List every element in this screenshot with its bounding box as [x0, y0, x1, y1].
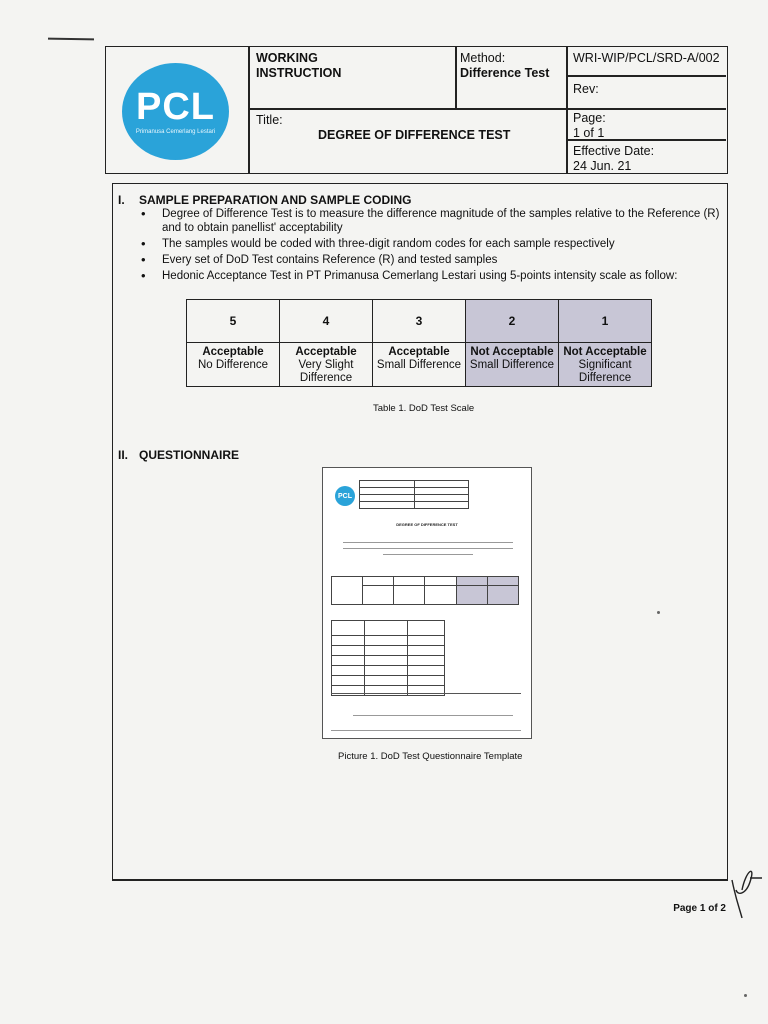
- effective-date-label: Effective Date:: [573, 144, 655, 158]
- dod-scale-table: [186, 299, 652, 387]
- logo-text: PCL: [136, 86, 215, 128]
- label-cell: Not Acceptable Small Difference: [466, 343, 559, 387]
- mini-logo: PCL: [335, 486, 355, 506]
- score-cell: 5: [187, 300, 280, 343]
- table-caption: Table 1. DoD Test Scale: [373, 403, 475, 414]
- label-row: [187, 343, 652, 387]
- bullet-item: • Degree of Difference Test is to measure the difference magnitude of the samples relative to the Reference (R) and to obtain panellist' acceptability: [139, 207, 729, 235]
- label-cell: Acceptable Very Slight Difference: [280, 343, 373, 387]
- pcl-logo: [122, 63, 229, 160]
- mini-heading: DEGREE OF DIFFERENCE TEST: [396, 522, 458, 527]
- label-cell: Acceptable Small Difference: [373, 343, 466, 387]
- method-label: Method:: [460, 51, 506, 65]
- questionnaire-template-image: [322, 467, 532, 739]
- method-cell: [460, 51, 549, 81]
- document-header: [105, 46, 728, 174]
- section2-number: II.: [118, 448, 129, 462]
- scan-speck: [657, 611, 660, 614]
- rev-label: Rev:: [573, 82, 599, 96]
- page-value: 1 of 1: [573, 126, 605, 140]
- bullet-item: • Every set of DoD Test contains Reference (R) and tested samples: [139, 253, 729, 267]
- mini-scale-grid: [331, 576, 519, 605]
- doc-title: DEGREE OF DIFFERENCE TEST: [318, 128, 511, 142]
- page-footer: Page 1 of 2: [673, 903, 726, 914]
- doc-code: WRI-WIP/PCL/SRD-A/002: [573, 51, 720, 65]
- section1-number: I.: [118, 193, 125, 207]
- effective-date-value: 24 Jun. 21: [573, 159, 632, 173]
- effective-date-cell: [573, 144, 654, 174]
- logo-subtext: Primanusa Cemerlang Lestari: [135, 129, 216, 135]
- handwritten-initials: [726, 860, 766, 920]
- mini-answer-grid: [331, 620, 445, 696]
- doc-type: WORKING INSTRUCTION: [256, 51, 342, 80]
- page-label: Page:: [573, 111, 606, 125]
- section1-bullets: [139, 207, 729, 285]
- score-cell: 1: [559, 300, 652, 343]
- score-cell: 3: [373, 300, 466, 343]
- label-cell: Acceptable No Difference: [187, 343, 280, 387]
- label-cell: Not Acceptable Significant Difference: [559, 343, 652, 387]
- bullet-item: • The samples would be coded with three-digit random codes for each sample respectively: [139, 237, 729, 251]
- score-row: [187, 300, 652, 343]
- scan-mark: [48, 38, 94, 41]
- score-cell: 2: [466, 300, 559, 343]
- score-cell: 4: [280, 300, 373, 343]
- section1-title: SAMPLE PREPARATION AND SAMPLE CODING: [139, 193, 412, 207]
- title-label: Title:: [256, 113, 283, 127]
- section2-title: QUESTIONNAIRE: [139, 448, 240, 462]
- scan-speck: [744, 994, 747, 997]
- bullet-item: • Hedonic Acceptance Test in PT Primanusa Cemerlang Lestari using 5-points intensity scale as follow:: [139, 269, 729, 283]
- mini-header-grid: [359, 480, 469, 509]
- method-value: Difference Test: [460, 66, 550, 80]
- picture-caption: Picture 1. DoD Test Questionnaire Template: [338, 751, 523, 762]
- page-cell: [573, 111, 606, 141]
